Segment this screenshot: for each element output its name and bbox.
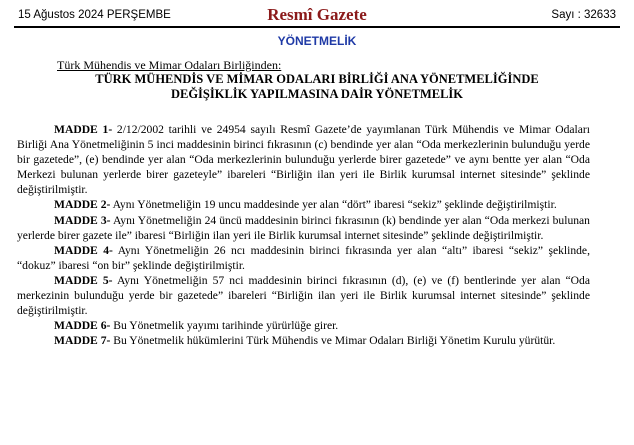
gazette-name: Resmî Gazete [267, 5, 367, 24]
article-5 [17, 273, 590, 318]
article-label: MADDE 7- [54, 334, 111, 348]
article-7 [17, 333, 590, 348]
article-label: MADDE 5- [54, 273, 113, 287]
article-label: MADDE 1- [54, 123, 113, 136]
gazette-header [14, 4, 620, 28]
section-title: YÖNETMELİK [277, 34, 357, 48]
regulation-title [14, 72, 620, 102]
regulation-title-line-2: DEĞİŞİKLİK YAPILMASINA DAİR YÖNETMELİK [170, 87, 464, 101]
article-6 [17, 318, 590, 333]
article-text: Aynı Yönetmeliğin 26 ncı maddesinin birinci fıkrasında yer alan “altı” ibaresi “sekiz” şeklinde, “dokuz” ibaresi “on bir” şeklinde değiştirilmiştir. [17, 243, 590, 272]
article-1 [17, 122, 590, 197]
article-2 [17, 197, 590, 212]
article-text: Aynı Yönetmeliğin 19 uncu maddesinde yer alan “dört” ibaresi “sekiz” şeklinde değiştirilmiştir. [110, 198, 557, 212]
issue-number: Sayı : 32633 [551, 9, 616, 21]
article-label: MADDE 2- [54, 198, 111, 212]
article-text: Bu Yönetmelik hükümlerini Türk Mühendis ve Mimar Odaları Birliği Yönetim Kurulu yürütür. [110, 334, 556, 348]
article-text: Aynı Yönetmeliğin 24 üncü maddesinin birinci fıkrasının (k) bendinde yer alan “Oda merkezi bulunan yerlerde birer gazete ile” ibaresi “Birliğin ilan yeri ile Birlik kurumsal internet sitesinde” şeklinde değiştirilmiştir. [17, 213, 590, 242]
article-label: MADDE 3- [54, 213, 111, 227]
regulation-body [17, 122, 590, 348]
article-text: Aynı Yönetmeliğin 57 nci maddesinin birinci fıkrasının (d), (e) ve (f) bentlerinde yer alan “Oda merkezinin bulunduğu yerde bir gazetede” ibareleri “Birliğin ilan yeri ile Birlik kurumsal internet sitesinde” şeklinde değiştirilmiştir. [17, 273, 590, 318]
article-3 [17, 213, 590, 243]
article-label: MADDE 6- [54, 319, 111, 333]
article-label: MADDE 4- [54, 243, 113, 257]
article-text: 2/12/2002 tarihli ve 24954 sayılı Resmî Gazete’de yayımlanan Türk Mühendis ve Mimar Odaları Birliği Ana Yönetmeliğinin 5 inci maddesinin birinci fıkrasının (c) bendinde yer alan “Oda merkezlerinin bulunduğu yerde bir gazetede”, (e) bendinde yer alan “Oda merkezlerinin bulunduğu yerlerde birer gazetede” ve aynı bentte yer alan “Oda Merkezi bulunan yerlerde birer gazeteyle” ibareleri “Birliğin ilan yeri ile Birlik kurumsal internet sitesinde” şeklinde değiştirilmiştir. [17, 123, 591, 197]
article-text: Bu Yönetmelik yayımı tarihinde yürürlüğe girer. [110, 319, 339, 333]
regulation-title-line-1: TÜRK MÜHENDİS VE MİMAR ODALARI BİRLİĞİ ANA YÖNETMELİĞİNDE [95, 72, 539, 86]
issue-date: 15 Ağustos 2024 PERŞEMBE [18, 9, 171, 21]
article-4 [17, 243, 590, 273]
issuer-line: Türk Mühendis ve Mimar Odaları Birliğinden: [57, 58, 282, 72]
